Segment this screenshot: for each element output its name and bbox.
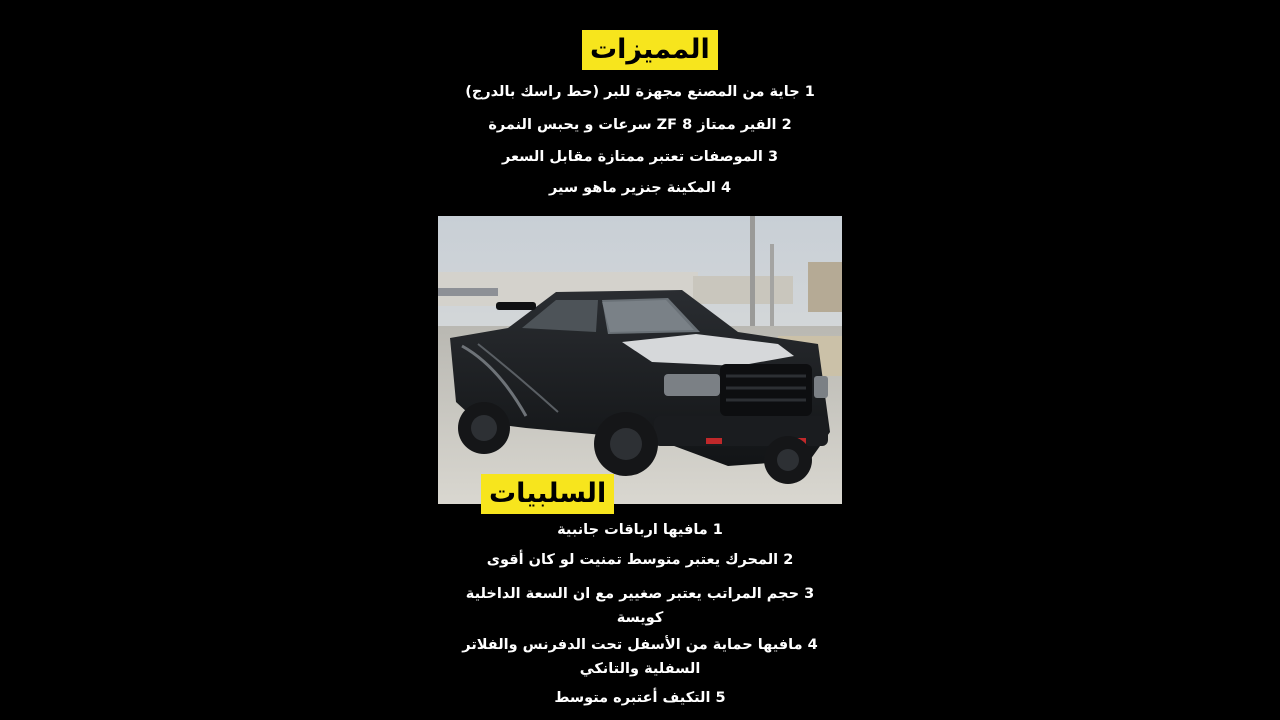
- truck-photo: [438, 216, 842, 504]
- cons-item-1: 1 مافيها ارباقات جانبية: [557, 522, 723, 538]
- cons-item-4-cont: السفلية والتانكي: [579, 661, 701, 677]
- pros-item-2: 2 القير ممتاز ZF 8 سرعات و يحبس النمرة: [488, 117, 792, 133]
- cons-item-3-cont: كويسة: [616, 610, 664, 626]
- pros-item-1: 1 جاية من المصنع مجهزة للبر (حط راسك بالدرج): [465, 84, 815, 100]
- cons-heading: السلبيات: [481, 474, 614, 514]
- cons-item-5: 5 التكيف أعتبره متوسط: [554, 690, 726, 706]
- cons-item-3: 3 حجم المراتب يعتبر صغيير مع ان السعة الداخلية: [465, 586, 815, 602]
- cons-item-2: 2 المحرك يعتبر متوسط تمنيت لو كان أقوى: [486, 552, 794, 568]
- pros-item-4: 4 المكينة جنزير ماهو سير: [548, 180, 732, 196]
- cons-item-4: 4 مافيها حماية من الأسفل تحت الدفرنس والفلاتر: [462, 637, 818, 653]
- pros-item-3: 3 الموصفات تعتبر ممتازة مقابل السعر: [501, 149, 779, 165]
- pros-heading: المميزات: [582, 30, 718, 70]
